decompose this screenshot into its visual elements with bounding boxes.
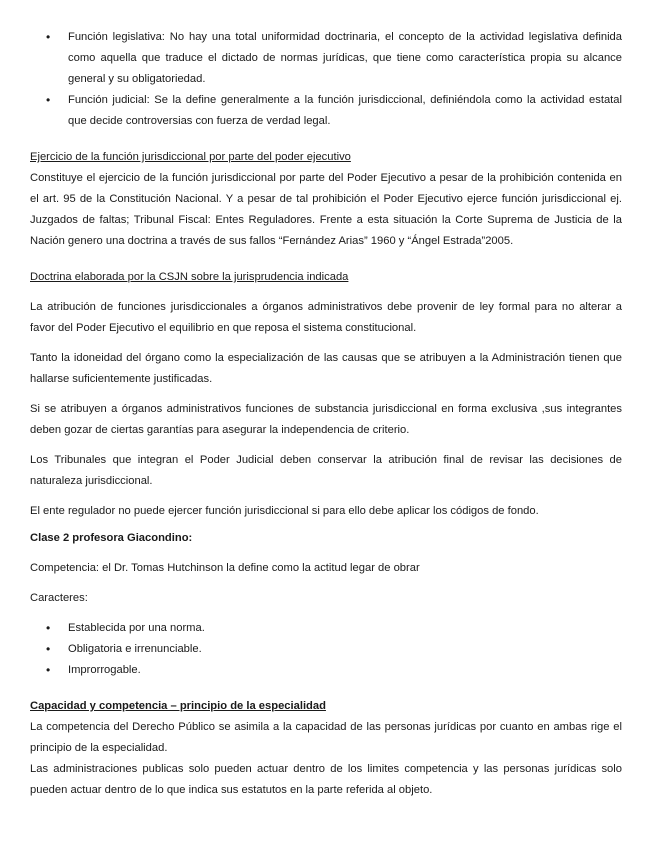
list-item (30, 618, 622, 639)
caracteres-label: Caracteres: (30, 592, 88, 604)
bullet-icon: • (46, 621, 51, 635)
list-item (30, 90, 622, 132)
bullet-text: Improrrogable. (68, 664, 141, 676)
section-body-ejercicio: Constituye el ejercicio de la función jurisdiccional por parte del Poder Ejecutivo a pesar de la prohibición contenida en el art. 95 de la Constitución Nacional. Y a pesar de tal prohibición el Poder Ejecutivo ejerce función jurisdiccional ej. Juzgados de faltas; Tribunal Fiscal: Entes Reguladores. Frente a esta situación la Corte Suprema de Justicia de la Nación genero una doctrina a través de sus fallos “Fernández Arias” 1960 y “Ángel Estrada”2005. (30, 172, 622, 247)
bullet-icon: • (46, 663, 51, 677)
list-item (30, 660, 622, 681)
class-title: Clase 2 profesora Giacondino: (30, 532, 193, 544)
functions-list (30, 27, 622, 132)
capacidad-paragraph: Las administraciones publicas solo pueden actuar dentro de los limites competencia y las personas jurídicas solo pueden actuar dentro de lo que indica sus estatutos en la parte referida al objeto. (30, 763, 622, 796)
bullet-text: Función legislativa: No hay una total uniformidad doctrinaria, el concepto de la actividad legislativa definida como aquella que traduce el dictado de normas jurídicas, que tiene como característica propia su alcance general y su obligatoriedad. (68, 31, 622, 85)
bullet-text: Obligatoria e irrenunciable. (68, 643, 202, 655)
section-heading-capacidad: Capacidad y competencia – principio de la especialidad (30, 700, 326, 712)
list-item (30, 27, 622, 90)
doctrina-paragraph: Si se atribuyen a órganos administrativos funciones de substancia jurisdiccional en forma exclusiva ,sus integrantes deben gozar de ciertas garantías para asegurar la independencia de criterio. (30, 403, 622, 436)
section-heading-doctrina: Doctrina elaborada por la CSJN sobre la jurisprudencia indicada (30, 271, 349, 283)
document-page (30, 0, 622, 801)
doctrina-paragraph: Tanto la idoneidad del órgano como la especialización de las causas que se atribuyen a la Administración tienen que hallarse suficientemente justificadas. (30, 352, 622, 385)
section-heading-ejercicio: Ejercicio de la función jurisdiccional por parte del poder ejecutivo (30, 151, 351, 163)
list-item (30, 639, 622, 660)
doctrina-paragraph: La atribución de funciones jurisdiccionales a órganos administrativos debe provenir de ley formal para no alterar a favor del Poder Ejecutivo el equilibrio en que reposa el sistema constitucional. (30, 301, 622, 334)
competencia-definition: Competencia: el Dr. Tomas Hutchinson la define como la actitud legar de obrar (30, 562, 420, 574)
doctrina-paragraph: El ente regulador no puede ejercer función jurisdiccional si para ello debe aplicar los códigos de fondo. (30, 505, 539, 517)
bullet-icon: • (46, 93, 51, 107)
bullet-text: Función judicial: Se la define generalmente a la función jurisdiccional, definiéndola como la actividad estatal que decide controversias con fuerza de verdad legal. (68, 94, 622, 127)
capacidad-paragraph: La competencia del Derecho Público se asimila a la capacidad de las personas jurídicas por cuanto en ambas rige el principio de la especialidad. (30, 721, 622, 754)
bullet-icon: • (46, 30, 51, 44)
bullet-icon: • (46, 642, 51, 656)
caracteres-list (30, 618, 622, 681)
bullet-text: Establecida por una norma. (68, 622, 205, 634)
doctrina-paragraph: Los Tribunales que integran el Poder Judicial deben conservar la atribución final de revisar las decisiones de naturaleza jurisdiccional. (30, 454, 622, 487)
